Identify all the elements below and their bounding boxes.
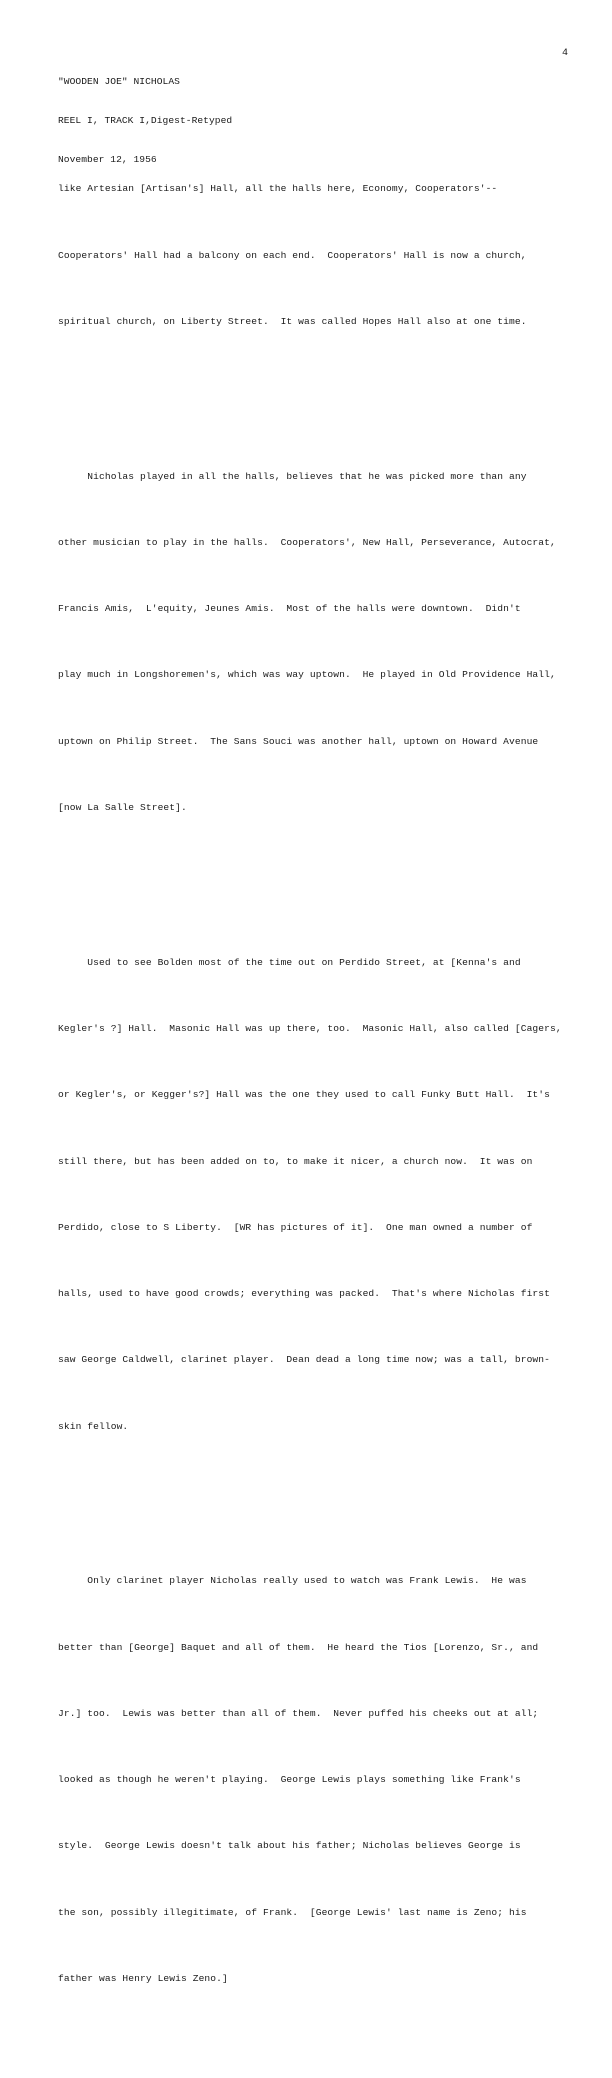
text-line: like Artesian [Artisan's] Hall, all the halls here, Economy, Cooperators'-- [58,183,498,195]
text-line: Perdido, close to S Liberty. [WR has pictures of it]. One man owned a number of [58,1221,533,1233]
text-line: Cooperators' Hall had a balcony on each end. Cooperators' Hall is now a church, [58,249,527,261]
text-line: still there, but has been added on to, to make it nicer, a church now. It was on [58,1155,533,1167]
document-body [58,90,598,2078]
text-line: play much in Longshoremen's, which was way uptown. He played in Old Providence Hall, [58,669,556,681]
text-line: style. George Lewis doesn't talk about his father; Nicholas believes George is [58,1840,521,1852]
paragraph [58,907,598,1481]
text-line: Francis Amis, L'equity, Jeunes Amis. Most of the halls were downtown. Didn't [58,603,521,615]
text-line: looked as though he weren't playing. George Lewis plays something like Frank's [58,1774,521,1786]
text-line: father was Henry Lewis Zeno.] [58,1972,228,1984]
header-title: "WOODEN JOE" NICHOLAS [58,76,180,87]
header-date: November 12, 1956 [58,154,157,165]
text-line: Used to see Bolden most of the time out on Perdido Street, at [Kenna's and [58,956,521,968]
paragraph [58,134,598,377]
paragraph [58,1526,598,2034]
text-line: Jr.] too. Lewis was better than all of them. Never puffed his cheeks out at all; [58,1707,539,1719]
text-line: or Kegler's, or Kegger's?] Hall was the one they used to call Funky Butt Hall. It's [58,1089,551,1101]
text-line: saw George Caldwell, clarinet player. Dean dead a long time now; was a tall, brown- [58,1354,551,1366]
text-line: better than [George] Baquet and all of them. He heard the Tios [Lorenzo, Sr., and [58,1641,539,1653]
text-line: skin fellow. [58,1420,129,1432]
header-reel-track: REEL I, TRACK I,Digest-Retyped [58,115,233,126]
text-line: other musician to play in the halls. Cooperators', New Hall, Perseverance, Autocrat, [58,536,556,548]
text-line: spiritual church, on Liberty Street. It was called Hopes Hall also at one time. [58,315,527,327]
text-line: Only clarinet player Nicholas really used to watch was Frank Lewis. He was [58,1575,527,1587]
text-line: uptown on Philip Street. The Sans Souci was another hall, uptown on Howard Avenue [58,735,539,747]
text-line: the son, possibly illegitimate, of Frank. [George Lewis' last name is Zeno; his [58,1906,527,1918]
text-line: Nicholas played in all the halls, believes that he was picked more than any [58,470,527,482]
page-number: 4 [562,48,569,59]
paragraph [58,421,598,863]
text-line: halls, used to have good crowds; everything was packed. That's where Nicholas first [58,1288,551,1300]
text-line: Kegler's ?] Hall. Masonic Hall was up there, too. Masonic Hall, also called [Cagers, [58,1022,562,1034]
text-line: [now La Salle Street]. [58,802,187,813]
